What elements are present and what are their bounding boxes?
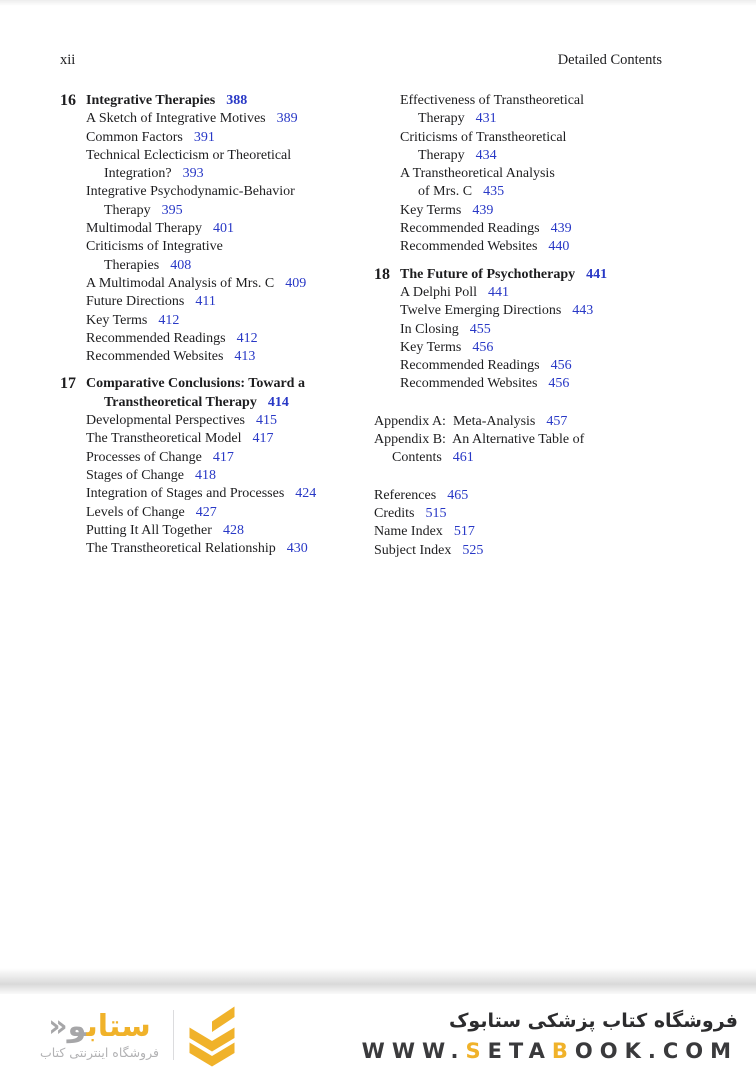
toc-entry <box>374 542 716 560</box>
toc-page-number: 455 <box>469 321 491 337</box>
logo-divider <box>173 1010 174 1060</box>
wordmark-primary: ستاب <box>86 1008 151 1044</box>
toc-entry <box>400 202 716 220</box>
toc-entry-text: Integration of Stages and Processes <box>86 486 285 502</box>
toc-entry-text: Therapy <box>104 202 151 218</box>
toc-entry <box>86 220 374 238</box>
toc-page-number: 457 <box>546 413 568 429</box>
toc-line <box>374 413 716 431</box>
toc-entry <box>86 330 374 348</box>
toc-line <box>86 110 374 128</box>
toc-page-number: 408 <box>170 257 192 273</box>
toc-entry-text: Integration? <box>104 166 172 182</box>
toc-page-number: 461 <box>452 450 474 466</box>
toc-columns <box>0 69 756 560</box>
toc-entry-text: The Transtheoretical Relationship <box>86 541 276 557</box>
toc-chapter-title <box>86 375 305 412</box>
toc-line <box>400 147 716 165</box>
toc-entry-text: Recommended Websites <box>400 376 538 392</box>
toc-entry-text: Key Terms <box>86 312 148 328</box>
toc-line <box>400 375 716 393</box>
toc-line <box>86 129 374 147</box>
toc-line <box>374 505 716 523</box>
toc-chapter-page-number: 441 <box>586 266 608 282</box>
page-header <box>0 0 756 69</box>
url-segment: S <box>465 1038 488 1063</box>
toc-entry-text: Levels of Change <box>86 504 185 520</box>
toc-entry-text: Common Factors <box>86 129 183 145</box>
toc-entry-text: The Future of Psychotherapy <box>400 266 576 282</box>
toc-line <box>86 275 374 293</box>
toc-entry-text: Putting It All Together <box>86 522 212 538</box>
setabook-chevrons-icon <box>188 1002 236 1068</box>
toc-entry-text: References <box>374 487 437 503</box>
toc-entry-text: Appendix A: Meta-Analysis <box>374 413 536 429</box>
toc-page-number: 434 <box>475 147 497 163</box>
setabook-logo <box>40 1002 236 1068</box>
toc-entry-text: Future Directions <box>86 294 185 310</box>
toc-chapter-page-number: 388 <box>226 93 248 108</box>
toc-entry-text: of Mrs. C <box>418 184 473 200</box>
setabook-wordmark-block <box>40 1008 159 1060</box>
toc-chapter-number: 17 <box>60 375 76 393</box>
toc-line <box>400 92 716 110</box>
toc-line <box>86 375 305 393</box>
toc-column-right <box>374 92 716 560</box>
toc-entry-text: Key Terms <box>400 202 462 218</box>
toc-line <box>86 412 374 430</box>
toc-page-number: 427 <box>195 504 217 520</box>
toc-entry-text: Therapy <box>418 111 465 127</box>
toc-entry-text: Comparative Conclusions: Toward a <box>86 376 305 392</box>
toc-chapter-heading <box>60 375 374 412</box>
toc-item-list <box>400 92 716 257</box>
toc-line <box>86 485 374 503</box>
toc-line <box>400 202 716 220</box>
toc-entry-text: The Transtheoretical Model <box>86 431 242 447</box>
toc-page-number: 424 <box>295 486 317 502</box>
toc-line <box>86 348 374 366</box>
toc-line <box>400 220 716 238</box>
toc-chapter-heading <box>374 266 716 284</box>
toc-entry <box>400 129 716 166</box>
toc-entry-text: Processes of Change <box>86 449 202 465</box>
folio-page-number: xii <box>60 52 76 68</box>
toc-page-number: 401 <box>213 221 234 237</box>
toc-page-number: 412 <box>236 330 258 346</box>
toc-backmatter-section <box>374 92 716 257</box>
url-segment: WWW. <box>361 1038 466 1063</box>
url-segment: ETA <box>487 1038 552 1063</box>
toc-line <box>400 302 716 320</box>
toc-entry-text: Stages of Change <box>86 467 184 483</box>
toc-page-number: 435 <box>483 184 505 200</box>
toc-entry <box>374 523 716 541</box>
setabook-banner <box>0 994 756 1080</box>
toc-entry <box>86 540 374 558</box>
toc-entry-text: Technical Eclecticism or Theoretical <box>86 147 292 163</box>
toc-backmatter-section <box>374 487 716 560</box>
toc-entry-text: Criticisms of Integrative <box>86 239 223 255</box>
toc-page-number: 428 <box>222 522 244 538</box>
toc-line <box>86 430 374 448</box>
toc-page-number: 413 <box>234 349 256 365</box>
toc-entry <box>86 467 374 485</box>
toc-entry <box>86 110 374 128</box>
toc-item-list <box>374 413 716 468</box>
toc-line <box>86 540 374 558</box>
toc-entry-text: Criticisms of Transtheoretical <box>400 129 567 145</box>
toc-entry-text: Recommended Readings <box>400 358 540 374</box>
toc-entry <box>86 412 374 430</box>
toc-entry-text: A Multimodal Analysis of Mrs. C <box>86 275 275 291</box>
toc-chapter-17 <box>60 375 374 558</box>
toc-line <box>374 542 716 560</box>
url-segment: OOK.COM <box>574 1038 738 1063</box>
toc-page-number: 439 <box>550 221 572 237</box>
toc-line <box>374 523 716 541</box>
toc-entry <box>86 312 374 330</box>
toc-entry <box>86 348 374 366</box>
toc-line <box>374 431 716 449</box>
toc-entry <box>400 238 716 256</box>
toc-page-number: 415 <box>256 413 278 429</box>
toc-page-number: 418 <box>194 467 216 483</box>
toc-line <box>86 394 305 412</box>
toc-entry <box>86 238 374 275</box>
toc-entry-text: Transtheoretical Therapy <box>104 394 257 410</box>
toc-entry <box>400 375 716 393</box>
toc-entry-text: Appendix B: An Alternative Table of <box>374 432 585 448</box>
toc-entry-text: Twelve Emerging Directions <box>400 303 562 319</box>
toc-entry <box>400 220 716 238</box>
toc-line <box>400 339 716 357</box>
toc-line <box>400 357 716 375</box>
toc-line <box>86 165 374 183</box>
toc-page-number: 411 <box>195 294 216 310</box>
toc-line <box>400 110 716 128</box>
toc-entry-text: Recommended Readings <box>86 330 226 346</box>
toc-entry <box>374 487 716 505</box>
toc-entry-text: Effectiveness of Transtheoretical <box>400 93 585 108</box>
toc-chapter-title <box>400 266 607 284</box>
toc-entry-text: Name Index <box>374 524 443 540</box>
toc-line <box>86 183 374 201</box>
toc-item-list <box>374 487 716 560</box>
toc-entry-text: Therapies <box>104 257 160 273</box>
toc-line <box>400 183 716 201</box>
toc-entry-text: A Transtheoretical Analysis <box>400 166 555 182</box>
toc-line <box>400 165 716 183</box>
toc-entry <box>86 430 374 448</box>
toc-chapter-18 <box>374 266 716 394</box>
toc-entry <box>374 505 716 523</box>
toc-entry <box>86 183 374 220</box>
toc-line <box>374 449 716 467</box>
toc-page-number: 456 <box>548 376 570 392</box>
toc-chapter-title <box>86 92 247 110</box>
toc-line <box>86 92 247 110</box>
toc-entry-text: Developmental Perspectives <box>86 413 246 429</box>
toc-item-list <box>86 412 374 558</box>
toc-chapter-page-number: 414 <box>267 394 289 410</box>
toc-page-number: 409 <box>285 275 307 291</box>
setabook-tagline: فروشگاه اینترنتی کتاب <box>40 1044 159 1060</box>
toc-line <box>86 147 374 165</box>
wordmark-secondary: و« <box>48 1008 87 1044</box>
toc-page-number: 443 <box>572 303 594 319</box>
toc-line <box>86 257 374 275</box>
page-bottom-shadow <box>0 968 756 994</box>
toc-entry <box>400 321 716 339</box>
toc-entry <box>86 275 374 293</box>
toc-page-number: 439 <box>472 202 494 218</box>
toc-entry <box>400 165 716 202</box>
toc-entry <box>400 357 716 375</box>
url-segment: B <box>551 1038 575 1063</box>
toc-chapter-number: 18 <box>374 265 390 283</box>
toc-entry-text: Key Terms <box>400 339 462 355</box>
toc-page-number: 430 <box>286 541 308 557</box>
toc-page-number: 456 <box>472 339 494 355</box>
toc-line <box>400 238 716 256</box>
toc-entry <box>86 522 374 540</box>
toc-chapter-heading <box>60 92 374 110</box>
toc-entry-text: Subject Index <box>374 542 452 558</box>
toc-entry-text: Recommended Readings <box>400 221 540 237</box>
setabook-text-block <box>362 1008 738 1063</box>
toc-page-number: 391 <box>193 129 215 145</box>
toc-line <box>374 487 716 505</box>
toc-item-list <box>86 110 374 366</box>
toc-chapter-16 <box>60 92 374 366</box>
toc-page-number: 517 <box>453 524 475 540</box>
toc-line <box>86 202 374 220</box>
toc-line <box>400 321 716 339</box>
toc-chapter-number: 16 <box>60 92 76 109</box>
setabook-wordmark <box>40 1008 159 1044</box>
toc-line <box>86 449 374 467</box>
toc-line <box>400 284 716 302</box>
toc-page-number: 465 <box>447 487 469 503</box>
toc-entry-text: A Delphi Poll <box>400 284 478 300</box>
toc-entry <box>86 147 374 184</box>
toc-page-number: 412 <box>158 312 180 328</box>
toc-page-number: 515 <box>425 505 447 521</box>
toc-page-number: 525 <box>462 542 484 558</box>
toc-entry <box>86 504 374 522</box>
toc-page-number: 431 <box>475 111 497 127</box>
store-persian-title: فروشگاه کتاب پزشکی ستابوک <box>448 1009 738 1032</box>
toc-entry-text: Therapy <box>418 147 465 163</box>
toc-page-number: 456 <box>550 358 572 374</box>
toc-line <box>400 266 607 284</box>
toc-entry <box>374 413 716 431</box>
toc-page-number: 440 <box>548 239 570 255</box>
toc-entry-text: Recommended Websites <box>86 349 224 365</box>
toc-entry-text: Recommended Websites <box>400 239 538 255</box>
toc-entry-text: Credits <box>374 505 415 521</box>
toc-line <box>86 522 374 540</box>
toc-entry <box>400 302 716 320</box>
toc-entry <box>86 449 374 467</box>
running-head: Detailed Contents <box>557 52 662 68</box>
toc-entry-text: Integrative Therapies <box>86 93 216 108</box>
toc-entry <box>374 431 716 468</box>
toc-line <box>86 312 374 330</box>
toc-backmatter-section <box>374 413 716 468</box>
toc-entry <box>400 339 716 357</box>
toc-line <box>86 467 374 485</box>
toc-column-left <box>60 92 374 560</box>
toc-entry <box>86 485 374 503</box>
toc-line <box>86 330 374 348</box>
toc-entry-text: Integrative Psychodynamic-Behavior <box>86 184 295 200</box>
toc-entry-text: A Sketch of Integrative Motives <box>86 111 266 127</box>
toc-item-list <box>400 284 716 394</box>
toc-entry <box>86 293 374 311</box>
toc-page-number: 393 <box>182 166 204 182</box>
toc-line <box>86 293 374 311</box>
toc-line <box>400 129 716 147</box>
toc-entry <box>400 284 716 302</box>
toc-page-number: 395 <box>161 202 183 218</box>
toc-entry <box>86 129 374 147</box>
toc-page-number: 441 <box>488 284 510 300</box>
setabook-url <box>362 1039 738 1063</box>
toc-line <box>86 220 374 238</box>
toc-entry <box>400 92 716 129</box>
toc-page-number: 417 <box>212 449 234 465</box>
toc-entry-text: Multimodal Therapy <box>86 221 202 237</box>
toc-page-number: 417 <box>252 431 274 447</box>
toc-entry-text: In Closing <box>400 321 459 337</box>
toc-line <box>86 504 374 522</box>
toc-entry-text: Contents <box>392 450 442 466</box>
toc-line <box>86 238 374 256</box>
toc-page-number: 389 <box>276 111 298 127</box>
